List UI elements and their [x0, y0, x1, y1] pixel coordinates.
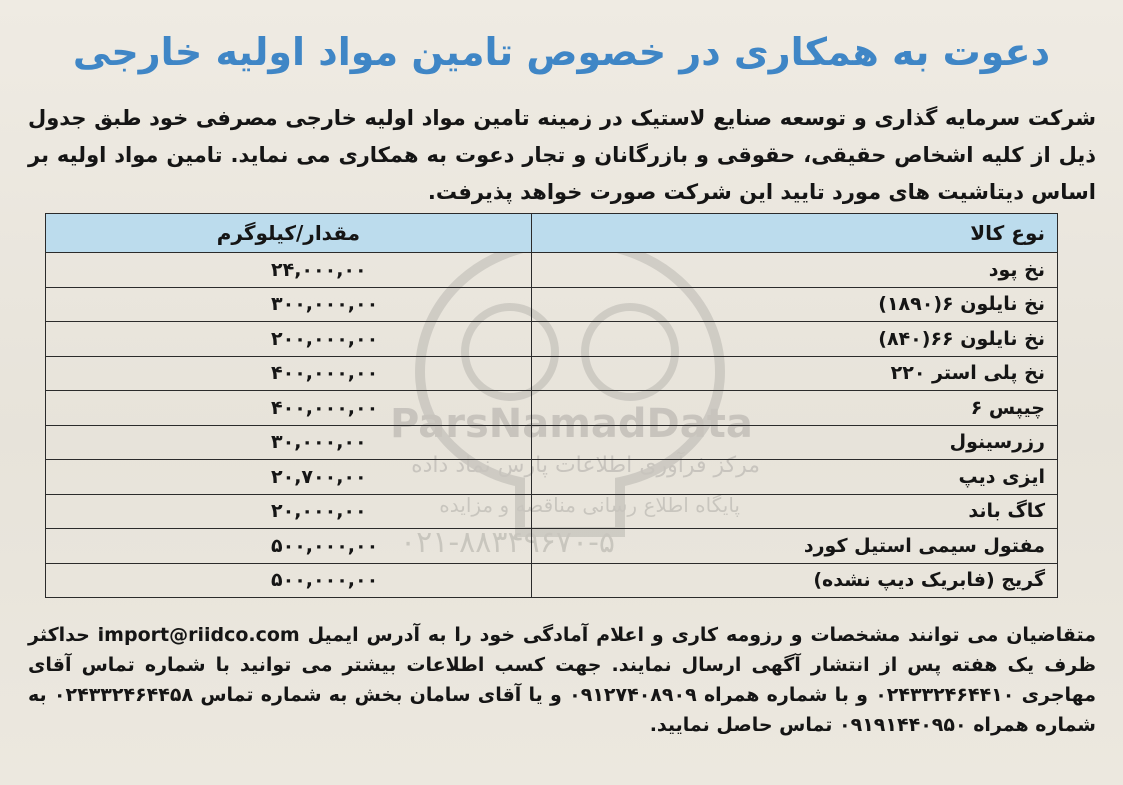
goods-name: ایزی دیپ: [531, 460, 1057, 495]
goods-quantity: ۳۰۰,۰۰۰,۰۰: [46, 287, 532, 322]
goods-quantity: ۵۰۰,۰۰۰,۰۰: [46, 529, 532, 564]
header-quantity: مقدار/کیلوگرم: [46, 214, 532, 253]
table-row: [46, 494, 1058, 529]
goods-name: نخ نایلون ۶۶(۸۴۰): [531, 322, 1057, 357]
goods-quantity: ۳۰,۰۰۰,۰۰: [46, 425, 532, 460]
goods-quantity: ۲۴,۰۰۰,۰۰: [46, 253, 532, 288]
goods-quantity: ۴۰۰,۰۰۰,۰۰: [46, 356, 532, 391]
watermark-line1: مرکز فرآوری اطلاعات پارس نماد داده: [411, 453, 760, 478]
table-row: [46, 253, 1058, 288]
goods-name: نخ پلی استر ۲۲۰: [531, 356, 1057, 391]
intro-paragraph: [28, 100, 1096, 211]
table-row: [46, 287, 1058, 322]
goods-name: کاگ باند: [531, 494, 1057, 529]
table-row: [46, 356, 1058, 391]
goods-quantity: ۲۰,۰۰۰,۰۰: [46, 494, 532, 529]
goods-name: نخ پود: [531, 253, 1057, 288]
table-row: [46, 322, 1058, 357]
table-row: [46, 391, 1058, 426]
goods-name: نخ نایلون ۶(۱۸۹۰): [531, 287, 1057, 322]
goods-name: رزرسینول: [531, 425, 1057, 460]
goods-name: گریج (فابریک دیپ نشده): [531, 563, 1057, 598]
goods-quantity: ۴۰۰,۰۰۰,۰۰: [46, 391, 532, 426]
goods-name: مفتول سیمی استیل کورد: [531, 529, 1057, 564]
watermark-line2: پایگاه اطلاع رسانی مناقصه و مزایده: [439, 493, 740, 517]
table-row: [46, 529, 1058, 564]
goods-quantity: ۵۰۰,۰۰۰,۰۰: [46, 563, 532, 598]
contact-paragraph: [28, 620, 1096, 740]
intro-text: در زمینه تامین مواد اولیه خارجی مصرفی خود طبق جدول ذیل از کلیه اشخاص حقیقی، حقوقی و بازرگانان و تجار دعوت به همکاری می نماید. تامین مواد اولیه بر اساس دیتاشیت های مورد تایید این شرکت صورت خواهد پذیرفت.: [28, 106, 1096, 204]
table-row: [46, 563, 1058, 598]
table-row: [46, 425, 1058, 460]
table-header-row: [46, 214, 1058, 253]
contact-email: import@riidco.com: [97, 624, 300, 646]
header-goods-type: نوع کالا: [531, 214, 1057, 253]
footer-text-2: حداکثر ظرف یک هفته پس از انتشار آگهی ارسال نمایند. جهت کسب اطلاعات بیشتر می توانید با شماره تماس آقای مهاجری ۰۲۴۳۳۲۴۶۴۴۱۰ و با شماره همراه ۰۹۱۲۷۴۰۸۹۰۹ و یا آقای سامان بخش به شماره تماس ۰۲۴۳۳۲۴۶۴۴۵۸ به شماره همراه ۰۹۱۹۱۴۴۰۹۵۰ تماس حاصل نمایید.: [28, 624, 1096, 736]
footer-text-1: متقاضیان می توانند مشخصات و رزومه کاری و اعلام آمادگی خود را به آدرس ایمیل: [299, 624, 1096, 646]
goods-quantity: ۲۰,۷۰۰,۰۰: [46, 460, 532, 495]
goods-quantity: ۲۰۰,۰۰۰,۰۰: [46, 322, 532, 357]
goods-table: [45, 213, 1058, 598]
table-row: [46, 460, 1058, 495]
watermark-phone: ۰۲۱-۸۸۳۴۹۶۷۰-۵: [400, 525, 616, 560]
company-name: شرکت سرمایه گذاری و توسعه صنایع لاستیک: [630, 106, 1097, 130]
goods-name: چیپس ۶: [531, 391, 1057, 426]
watermark-brand: ParsNamadData: [390, 401, 753, 447]
page-title: دعوت به همکاری در خصوص تامین مواد اولیه خارجی: [72, 30, 1051, 74]
